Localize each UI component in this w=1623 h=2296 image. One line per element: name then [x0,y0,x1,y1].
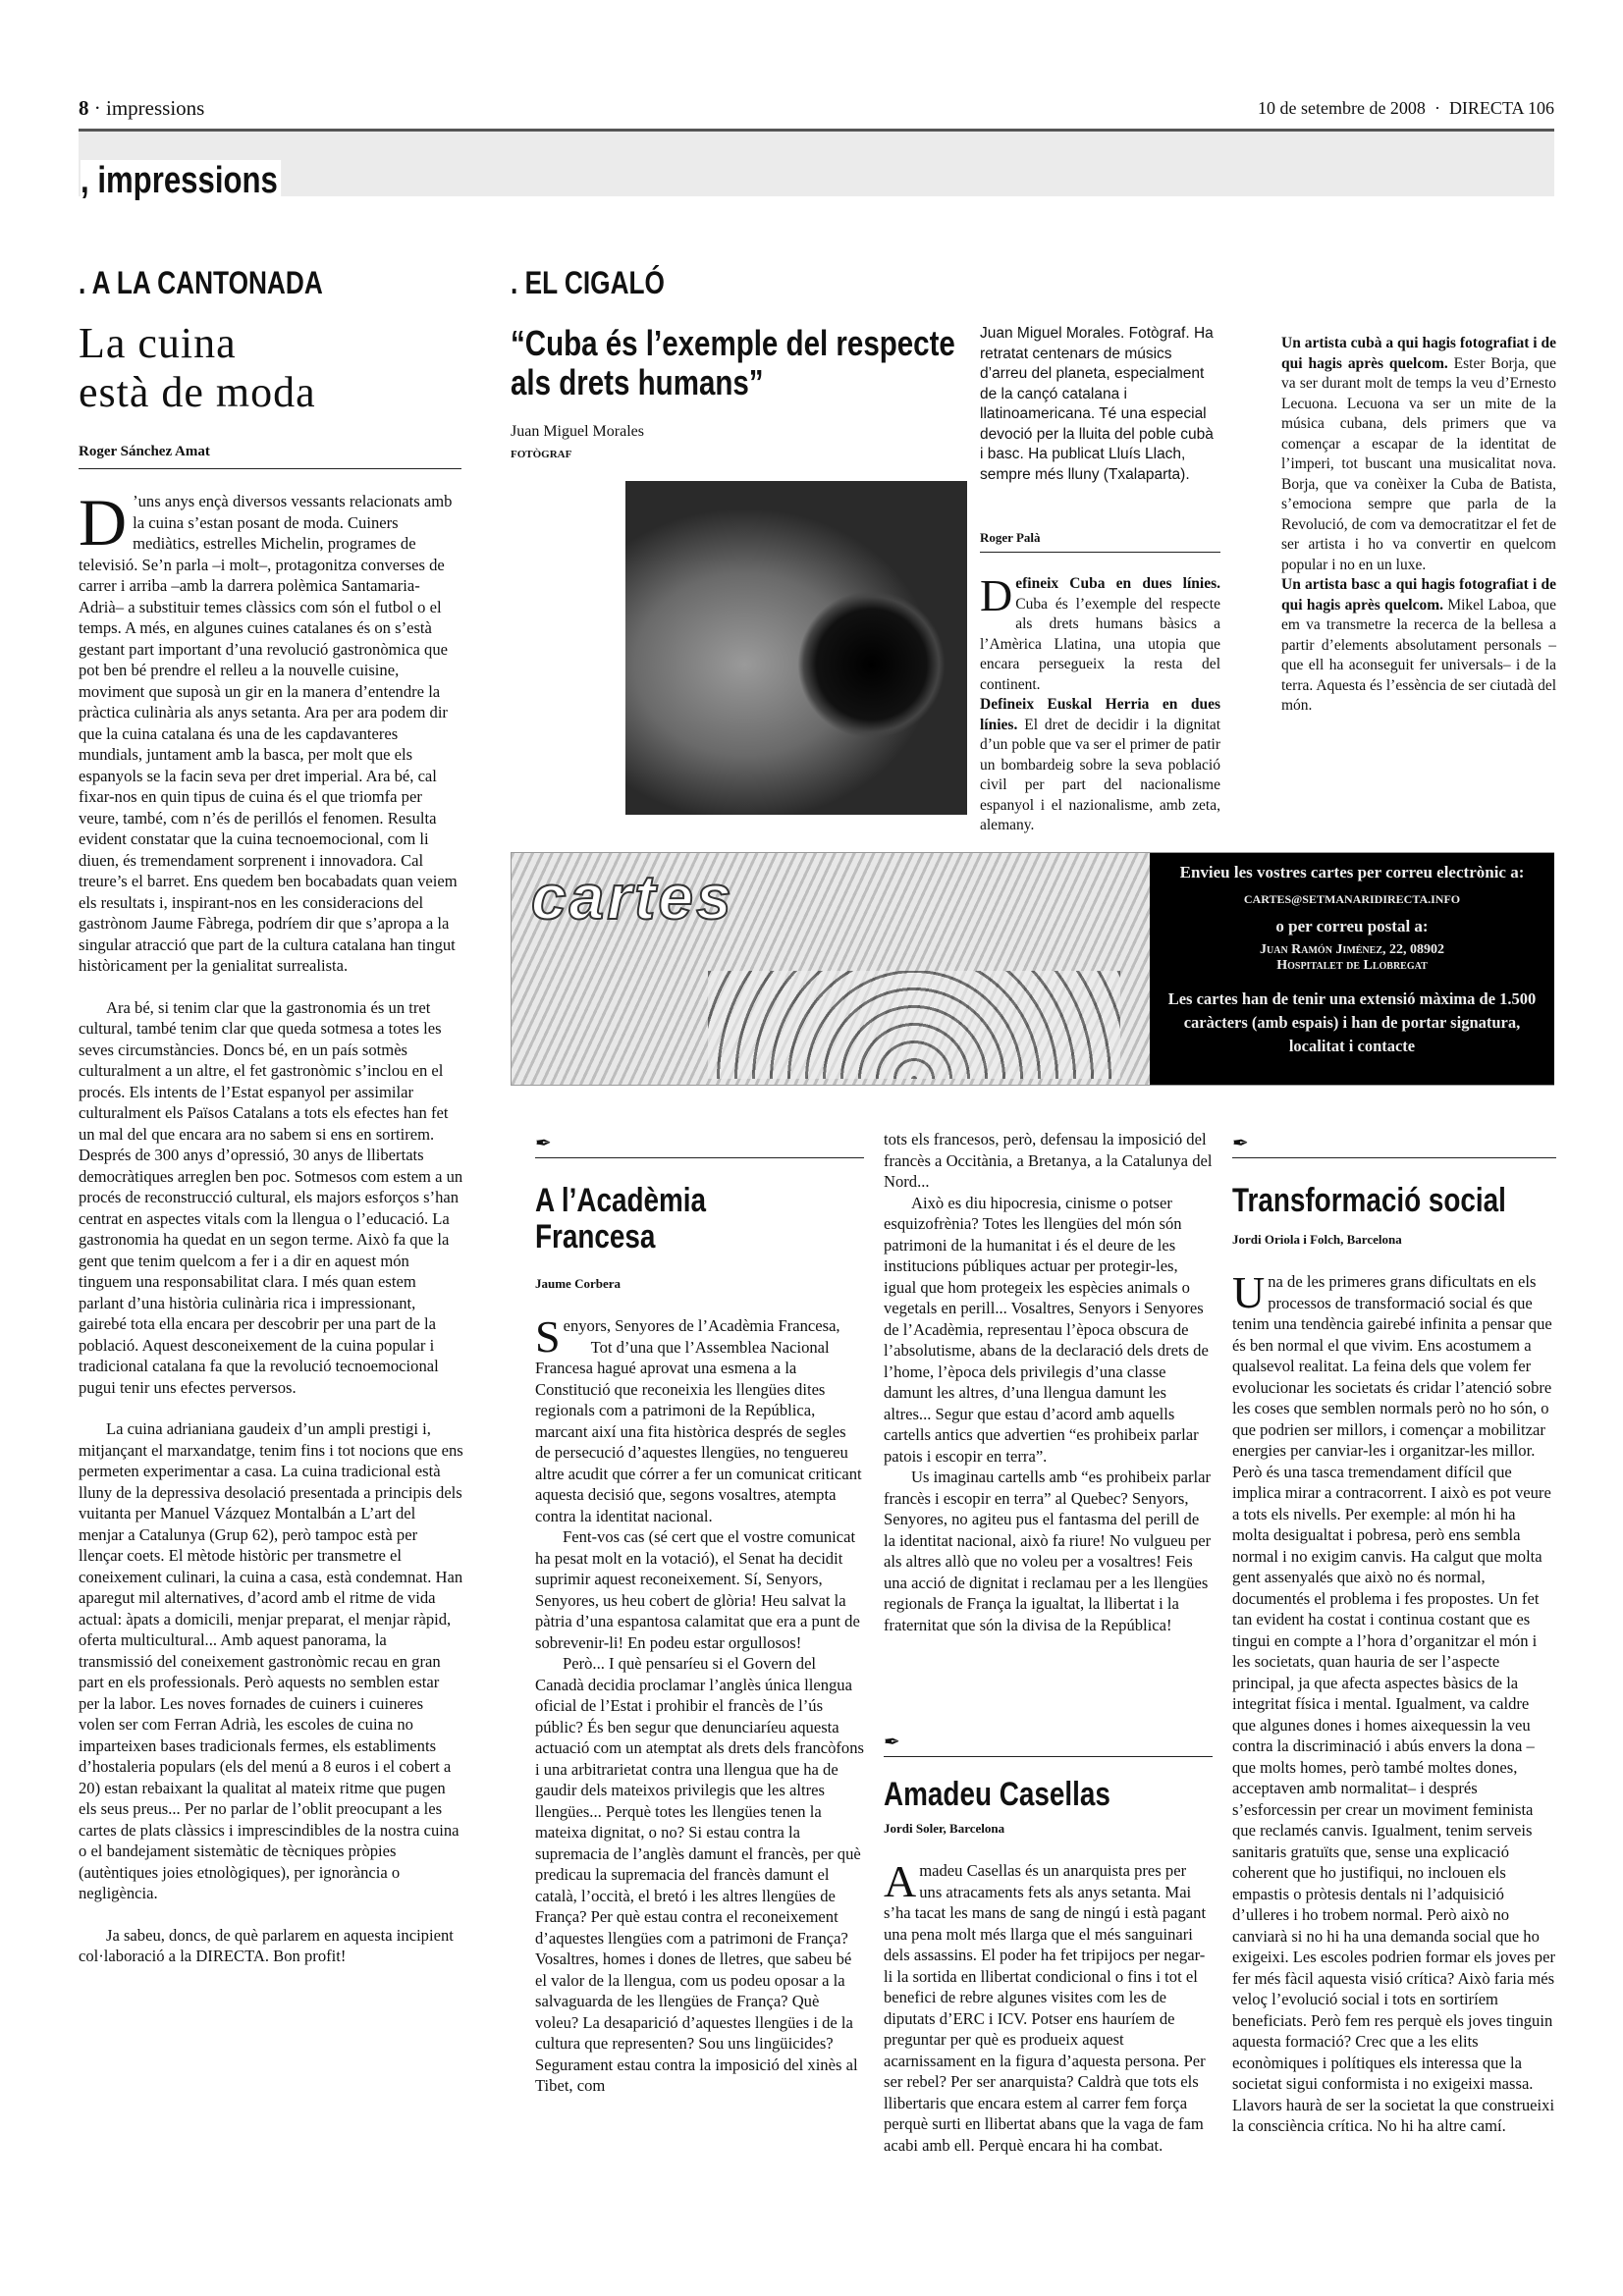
qa-block-2 [1281,334,1556,717]
interviewee-photo [625,481,967,815]
cartes-info-box [1150,853,1554,1085]
drop-cap: D [980,570,1013,620]
paragraph: Us imaginau cartells amb “es prohibeix parlar francès i escopir en terra” al Quebec? Senyors, Senyores, no agiteu pus el fantasma del perill de la identitat nacional, això fa riure! No vulgueu per als altres allò que no voleu per a vosaltres! Feis una acció de dignitat i reclamau per a les llengües regionals de França la igualtat, la llibertat i la fraternitat que són la divisa de la República! [884,1468,1212,1634]
letter-author: Jaume Corbera [535,1276,622,1291]
postal-address-1: Juan Ramón Jiménez, 22, 08902 [1260,942,1444,957]
issue-info: 10 de setembre de 2008 · DIRECTA 106 [1257,98,1554,118]
letter-body [884,1856,1213,2156]
postal-address-2: Hospitalet de Llobregat [1276,958,1428,973]
postal-instructions: o per correu postal a: [1275,917,1429,935]
paragraph: Això es diu hipocresia, cinisme o potser esquizofrènia? Totes les llengües del món són patrimoni de la humanitat i és el deure de les institucions públiques actuar per protegir-les, igual que hom protegeix les espècies animals o vegetals en perill... Vosaltres, Senyors i Senyores de l’Acadèmia, representau l’època obscura de l’absolutisme, abans de la declaració dels drets de l’home, l’època dels privilegis d’una classe damunt les altres, d’una llengua damunt les altres... Segur que estau d’acord amb aquells cartells antics que advertien “es prohibeix parlar patois i escopir en terra”. [884,1193,1209,1466]
paragraph: Tot d’una que l’Assemblea Nacional Francesa hagué aprovat una esmena a la Constitució que reconeixia les llengües dites regionals com a patrimoni de la República, marcant així una fita històrica després de segles de persecució d’aquestes llengües, no tenguereu altre acudit que córrer a fer un comunicat criticant aquesta decisió que, segons vosaltres, atempta contra la identitat nacional. [535,1337,862,1525]
paragraph: Amadeu Casellas és un anarquista pres per uns atracaments fets als anys setanta. Mai s’ha tacat les mans de sang de ningú i està pagant una pena molt més llarga que el més sanguinari dels assassins. El poder ha fet tripijocs per negar-li la sortida en llibertat condicional o fins i tot el benefici de rebre algunes visites com les de diputats d’ERC i ICV. Potser ens hauríem de preguntar per què es produeix aquest acarnissament en la figura d’aquesta persona. Per ser rebel? Per ser anarquista? Caldrà que tots els llibertaris que encara estem al carrer fem força perquè surti en llibertat abans que la vaga de fam acabi amb ell. Perquè encara hi ha combat. [884,1856,1207,2155]
question: Un artista cubà a qui hagis fotografiat i de qui hagis après quelcom. [1281,335,1556,372]
question: Un artista basc a qui hagis fotografiat i de qui hagis après quelcom. [1281,576,1556,614]
paragraph: Una de les primeres grans dificultats en els processos de transformació social és que tenim una tendència gairebé infinita a pensar que és ben normal el que vivim. Ens acostumem a qualsevol realitat. La feina dels que volem fer evolucionar les societats és cridar l’atenció sobre les coses que semblen normals però no ho són, o que podrien ser millors, i començar a mobilitzar energies per canviar-les i organitzar-les millor. Però és una tasca tremendament difícil que implica mirar a contracorrent. I això es pot veure a tots els nivells. Per exemple: al món hi ha molta desigualtat i pobresa, però ens sembla normal i no exigim canvis. Ha calgut que molta gent assenyalés que això no és normal, documentés el problema i fes propostes. Un fet tan evident ha costat i continua costant que es tingui en compte a l’hora d’organitzar el món i les societats, quan hauria de ser l’aspecte principal, ja que afecta aspectes bàsics de la integritat física i mental. Igualment, va caldre que algunes dones i homes aixequessin la veu contra la discriminació i abús envers la dona –que molts homes, però també moltes dones, acceptaven amb normalitat– i després s’esforcessin per crear un moviment feminista que reclamés canvis. Igualment, tenim serveis sanitaris gratuïts que, sense una explicació coherent que ho justifiqui, no inclouen els empastis o pròtesis dentals ni l’adquisició d’ulleres i ho trobem normal. Però això no canviarà si no hi ha una demanda social que ho exigeixi. Les escoles podrien formar els joves per fer més fàcil aquesta visió crítica? Això faria més veloç l’evolució social i tots en sortiríem beneficiats. Però fem res perquè els joves tinguin aquesta formació? Crec que a les elits econòmiques i polítiques els interessa que la societat sigui conformista i no exigeixi massa. Llavors haurà de ser la societat la que construeixi la consciència crítica. No hi ha altre camí. [1232,1267,1555,2135]
section-heading-cigalo: . EL CIGALÓ [511,265,665,300]
issue-date: 10 de setembre de 2008 [1257,98,1426,118]
interview-byline: Roger Palà [980,530,1220,553]
qa-block-1 [980,570,1221,836]
publication-name: DIRECTA 106 [1448,98,1554,118]
paragraph: Ja sabeu, doncs, de què parlarem en aquesta incipient col·laboració a la DIRECTA. Bon profit! [79,1925,454,1965]
letter-author: Jordi Soler, Barcelona [884,1821,1005,1836]
pen-nib-icon: ✒ [535,1134,864,1158]
paragraph: La cuina adrianiana gaudeix d’un ampli prestigi i, mitjançant el marxandatge, tenim fins i tot nocions que ens permeten experimentar a casa. La cuina tradicional està lluny de la depressiva desolació presentada a principis dels vuitanta per Manuel Vázquez Montalbán a L’art del menjar a Catalunya (Grup 62), però tampoc està per llençar coets. El mètode històric per transmetre el coneixement culinari, la cuina a casa, està condemnat. Han aparegut mil alternatives, d’acord amb el ritme de vida actual: àpats a domicili, menjar preparat, el menjar ràpid, oferta multicultural... Amb aquest panorama, la transmissió del coneixement gastronòmic recau en gran part en els professionals. Però aquests no semblen estar per la labor. Les noves fornades de cuiners i cuineres volen ser com Ferran Adrià, les escoles de cuina no imparteixen bases tradicionals fermes, els establiments d’hostaleria populars (els del menú a 8 euros i el cobert a 20) estan rebaixant la qualitat al mateix ritme que pugen els seus preus... Per no parlar de l’oblit preocupant a les cartes de plats clàssics i imprescindibles de la nostra cuina o el bandejament sistemàtic de tècniques pròpies (autèntiques joies etnològiques), per ignorància o negligència. [79,1419,463,1902]
question: efineix Cuba en dues línies. [1015,575,1220,592]
qa-item [1281,575,1556,717]
answer: El dret de decidir i la dignitat d’un poble que va ser el primer de patir un bombardeig sobre la seva població civil per part del nacionalisme espanyol i el nazionalisme, amb zeta, alemany. [980,716,1221,833]
typewriter-illustration [708,971,1120,1079]
drop-cap: U [1232,1267,1266,1317]
interview-title: “Cuba és l’exemple del respecte als drets humans” [511,323,955,402]
article-title [79,319,316,417]
section-heading-cantonada: . A LA CANTONADA [79,265,323,300]
paragraph: Però... I què pensaríeu si el Govern del Canadà decidia proclamar l’anglès única llengua oficial de l’Estat i prohibir el francès de l’ús públic? És ben segur que denunciaríeu aquesta actuació com un atemptat als drets dels francòfons i una arbitrarietat contra una llengua que ha de gaudir dels mateixos privilegis que les altres llengües... Perquè totes les llengües tenen la mateixa dignitat, o no? Si estau contra la supremacia de l’anglès damunt el francès, per què predicau la supremacia del francès damunt el català, l’occità, el bretó i les altres llengües de França? Per què estau contra el reconeixement d’aquestes llengües com a patrimoni de França? Vosaltres, homes i dones de lletres, que sabeu bé el valor de la llengua, com us podeu oposar a la salvaguarda de les llengües de França? Què voleu? La desaparició d’aquestes llengües i de la cultura que representen? Sou uns lingüicides? Segurament estau contra la imposició del xinès al Tibet, com [535,1654,864,2095]
qa-item [1281,334,1556,575]
qa-item [980,570,1220,695]
paragraph: Ara bé, si tenim clar que la gastronomia és un tret cultural, també tenim clar que queda sotmesa a totes les seves circumstàncies. Doncs bé, en un país sotmès culturalment a un altre, el fet gastronòmic s’inclou en el procés. Els intents de l’Estat espanyol per assimilar culturalment els Països Catalans a tots els efectes han fet un mal del que encara ara no sabem si ens en sortirem. Després de 300 anys d’opressió, 30 anys de llibertats democràtiques arreglen ben poc. Sotmesos com estem a un procés de reconstrucció cultural, els majors esforços s’han centrat en aspectes vitals com la llengua o l’educació. La gastronomia ha quedat en un segon terme. Això fa que la gent que tenim quelcom a fer i a dir en aquest món tinguem una responsabilitat clara. I més quan estem parlant d’una història culinària rica i impressionant, gairebé tota ella encara per descobrir per una part de la població. Aquest desconeixement de la cuina popular i tradicional catalana fa que la revolució tecnoemocional pugui tenir uns efectes perversos. [79,997,463,1397]
band-title: , impressions [81,160,281,202]
drop-cap: A [884,1856,917,1906]
answer: Mikel Laboa, que em va transmetre la recerca de la bellesa a partir d’elements absolutament personals –que ell ha aconseguit fer universals– i de la terra. Aquesta és l’essència de ser ciutadà del món. [1281,596,1556,714]
answer: Ester Borja, que va ser durant molt de temps la veu d’Ernesto Lecuona. Lecuona va ser un mite de la música cubana, dels primers que va començar a escapar de la identitat de l’imperi, tot buscant una musicalitat nova. Borja, que va conèixer la Cuba de Batista, s’emociona sempre que parla de la Revolució, de com va democratitzar el fet de ser artista i ho va convertir en quelcom popular i no en un luxe. [1281,354,1556,573]
letter-author: Jordi Oriola i Folch, Barcelona [1232,1232,1402,1247]
drop-cap: S [535,1311,561,1362]
letter-rules: Les cartes han de tenir una extensió màxima de 1.500 caràcters (amb espais) i han de portar signatura, localitat i contacte [1167,989,1537,1055]
question: Defineix Euskal Herria en dues línies. [980,696,1220,733]
title-line: La cuina [79,319,237,367]
pen-nib-icon: ✒ [884,1733,1213,1757]
qa-item [980,695,1220,836]
letter-title: Amadeu Casellas [884,1776,1110,1813]
page-number: 8 [79,96,89,120]
answer: Cuba és l’exemple del respecte als drets humans bàsics a l’Amèrica Llatina, una utopia que encara persegueix la resta del continent. [980,595,1220,693]
byline: Roger Sánchez Amat [79,444,461,469]
section-band [79,132,1554,196]
interview-intro: Juan Miguel Morales. Fotògraf. Ha retratat centenars de músics d’arreu del planeta, especialment de la cançó catalana i llatinoamericana. Té una especial devoció per la lluita del poble cubà i basc. Ha publicat Lluís Llach, sempre més lluny (Txalaparta). [980,325,1214,483]
drop-cap: D [79,485,128,560]
paragraph: tots els francesos, però, defensau la imposició del francès a Occitània, a Bretanya, a la Catalunya del Nord... [884,1130,1213,1191]
cartes-email[interactable]: CARTES@SETMANARIDIRECTA.INFO [1243,892,1461,906]
cartes-logo: cartes [531,862,734,933]
paragraph: D ’uns anys ençà diversos vessants relacionats amb la cuina s’estan posant de moda. Cuiners mediàtics, estrelles Michelin, programes de televisió. Se’n parla –i molt–, protagonitza converses de carrer i arriba –amb la darrera polèmica Santamaria-Adrià– a substituir temes clàssics com són el futbol o el temps. A més, en algunes cuines catalanes és on s’està gestant part important d’una revolució gastronòmica que pot ben bé prendre el relleu a la nouvelle cuisine, moviment que suposà un gir en la manera d’entendre la pràctica culinària als anys setanta. Ara per ara podem dir que la cuina catalana és una de les capdavanteres mundials, juntament amb la basca, per molt que els espanyols se la facin seva per dret imperial. Ara bé, cal fixar-nos en quin tipus de cuina és el que triomfa per veure, també, com n’és de perillós el fenomen. Resulta evident constatar que la cuina tecnoemocional, com li diuen, és tremendament sorprenent i innovadora. Cal treure’s el barret. Ens quedem ben bocabadats quan veiem els resultats i, inspirant-nos en les consideracions del gastrònom Jaume Fàbrega, podríem dir que s’apropa a la singular atracció que part de la cultura catalana han tingut històricament per la genialitat surrealista. [79,485,458,975]
article-body [79,485,463,1967]
cartes-banner [511,852,1554,1086]
paragraph: Fent-vos cas (sé cert que el vostre comunicat ha pesat molt en la votació), el Senat ha decidit suprimir aquest reconeixement. Sí, Senyors, Senyores, us heu cobert de glòria! Heu salvat la pàtria d’una espantosa calamitat que era a punt de sobrevenir-li! En podeu estar orgullosos! [535,1527,860,1652]
letter-body [1232,1267,1556,2137]
pen-nib-icon: ✒ [1232,1134,1556,1158]
letter-body-continued [884,1129,1213,1635]
title-line: està de moda [79,368,316,416]
interviewee-name: Juan Miguel Morales [511,423,644,440]
page-folio: 8 · impressions [79,96,205,120]
section-name: impressions [106,96,205,120]
interviewee-role: FOTÒGRAF [511,449,572,460]
email-instructions: Envieu les vostres cartes per correu electrònic a: [1179,863,1525,881]
paragraph: Senyors, Senyores de l’Acadèmia Francesa, [535,1311,840,1362]
letter-title: A l’Acadèmia Francesa [535,1182,707,1255]
letter-title: Transformació social [1232,1182,1506,1219]
letter-body [535,1311,864,2097]
